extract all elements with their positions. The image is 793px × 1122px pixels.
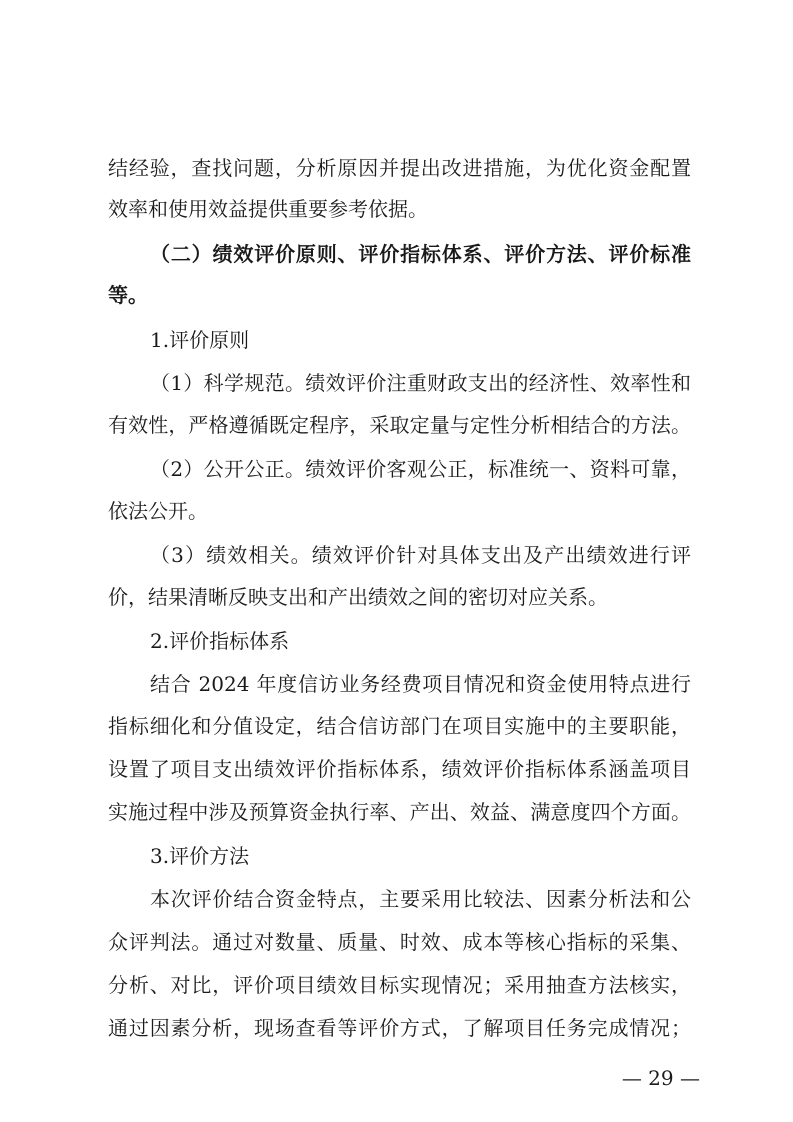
paragraph-line: 本次评价结合资金特点，主要采用比较法、因素分析法和公 — [150, 887, 691, 911]
paragraph-line: 依法公开。 — [108, 499, 208, 523]
paragraph-line: 有效性，严格遵循既定程序，采取定量与定性分析相结合的方法。 — [108, 413, 691, 437]
page-number: — 29 — — [621, 1066, 700, 1090]
paragraph-line: 价，结果清晰反映支出和产出绩效之间的密切对应关系。 — [108, 585, 608, 609]
paragraph-line: 结合 2024 年度信访业务经费项目情况和资金使用特点进行 — [150, 672, 691, 696]
paragraph-line: 通过因素分析，现场查看等评价方式，了解项目任务完成情况； — [108, 1016, 691, 1040]
paragraph-line: 指标细化和分值设定，结合信访部门在项目实施中的主要职能， — [108, 714, 691, 738]
paragraph-line: 分析、对比，评价项目绩效目标实现情况；采用抽查方法核实， — [108, 973, 691, 997]
paragraph-line: 结经验，查找问题，分析原因并提出改进措施，为优化资金配置 — [108, 156, 691, 180]
paragraph-line: （2）公开公正。绩效评价客观公正，标准统一、资料可靠， — [150, 457, 691, 481]
paragraph-line: 设置了项目支出绩效评价指标体系，绩效评价指标体系涵盖项目 — [108, 757, 691, 781]
paragraph-line: 众评判法。通过对数量、质量、时效、成本等核心指标的采集、 — [108, 930, 691, 954]
paragraph-line: 实施过程中涉及预算资金执行率、产出、效益、满意度四个方面。 — [108, 800, 691, 824]
paragraph-line: 效率和使用效益提供重要参考依据。 — [108, 197, 428, 221]
paragraph-line: （3）绩效相关。绩效评价针对具体支出及产出绩效进行评 — [150, 543, 691, 567]
subsection-heading: 3.评价方法 — [150, 844, 250, 868]
subsection-heading: 1.评价原则 — [150, 328, 250, 352]
section-heading-continued: 等。 — [108, 283, 148, 307]
paragraph-line: （1）科学规范。绩效评价注重财政支出的经济性、效率性和 — [150, 371, 691, 395]
subsection-heading: 2.评价指标体系 — [150, 629, 290, 653]
section-heading: （二）绩效评价原则、评价指标体系、评价方法、评价标准 — [150, 242, 691, 266]
